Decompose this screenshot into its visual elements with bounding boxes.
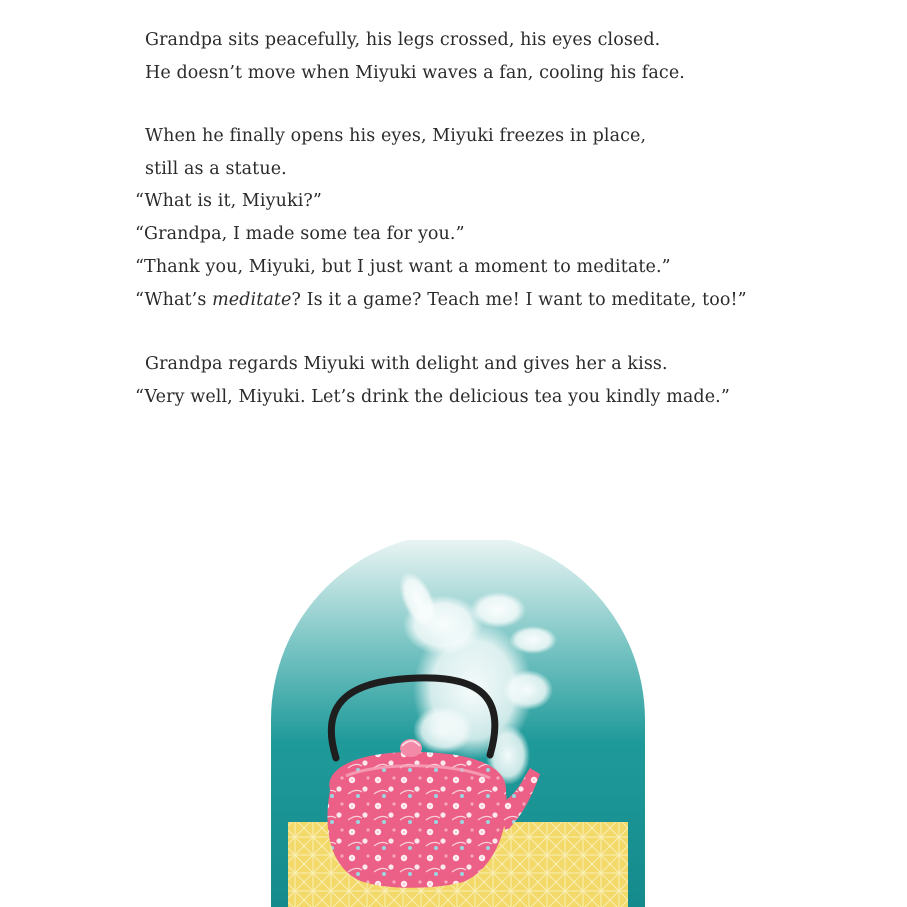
- story-line-3: When he finally opens his eyes, Miyuki freezes in place,: [145, 126, 647, 146]
- teapot-illustration: [268, 540, 648, 907]
- story-line-4: still as a statue.: [145, 159, 287, 179]
- dialogue-line-5: “Very well, Miyuki. Let’s drink the delicious tea you kindly made.”: [135, 387, 730, 407]
- story-line-2: He doesn’t move when Miyuki waves a fan, cooling his face.: [145, 63, 685, 83]
- story-line-1: Grandpa sits peacefully, his legs crossed, his eyes closed.: [145, 30, 661, 50]
- dialogue-line-4-end: ? Is it a game? Teach me! I want to meditate, too!”: [291, 290, 747, 310]
- dialogue-line-2: “Grandpa, I made some tea for you.”: [135, 224, 465, 244]
- dialogue-line-4: [135, 288, 747, 312]
- dialogue-line-3: “Thank you, Miyuki, but I just want a moment to meditate.”: [135, 257, 671, 277]
- teapot-illustration-art: [268, 540, 648, 907]
- dialogue-line-1: “What is it, Miyuki?”: [135, 191, 322, 211]
- story-line-5: Grandpa regards Miyuki with delight and gives her a kiss.: [145, 354, 668, 374]
- emphasized-word: meditate: [212, 290, 292, 310]
- dialogue-line-4-start: “What’s: [135, 290, 213, 310]
- illustration-circle: [268, 540, 648, 907]
